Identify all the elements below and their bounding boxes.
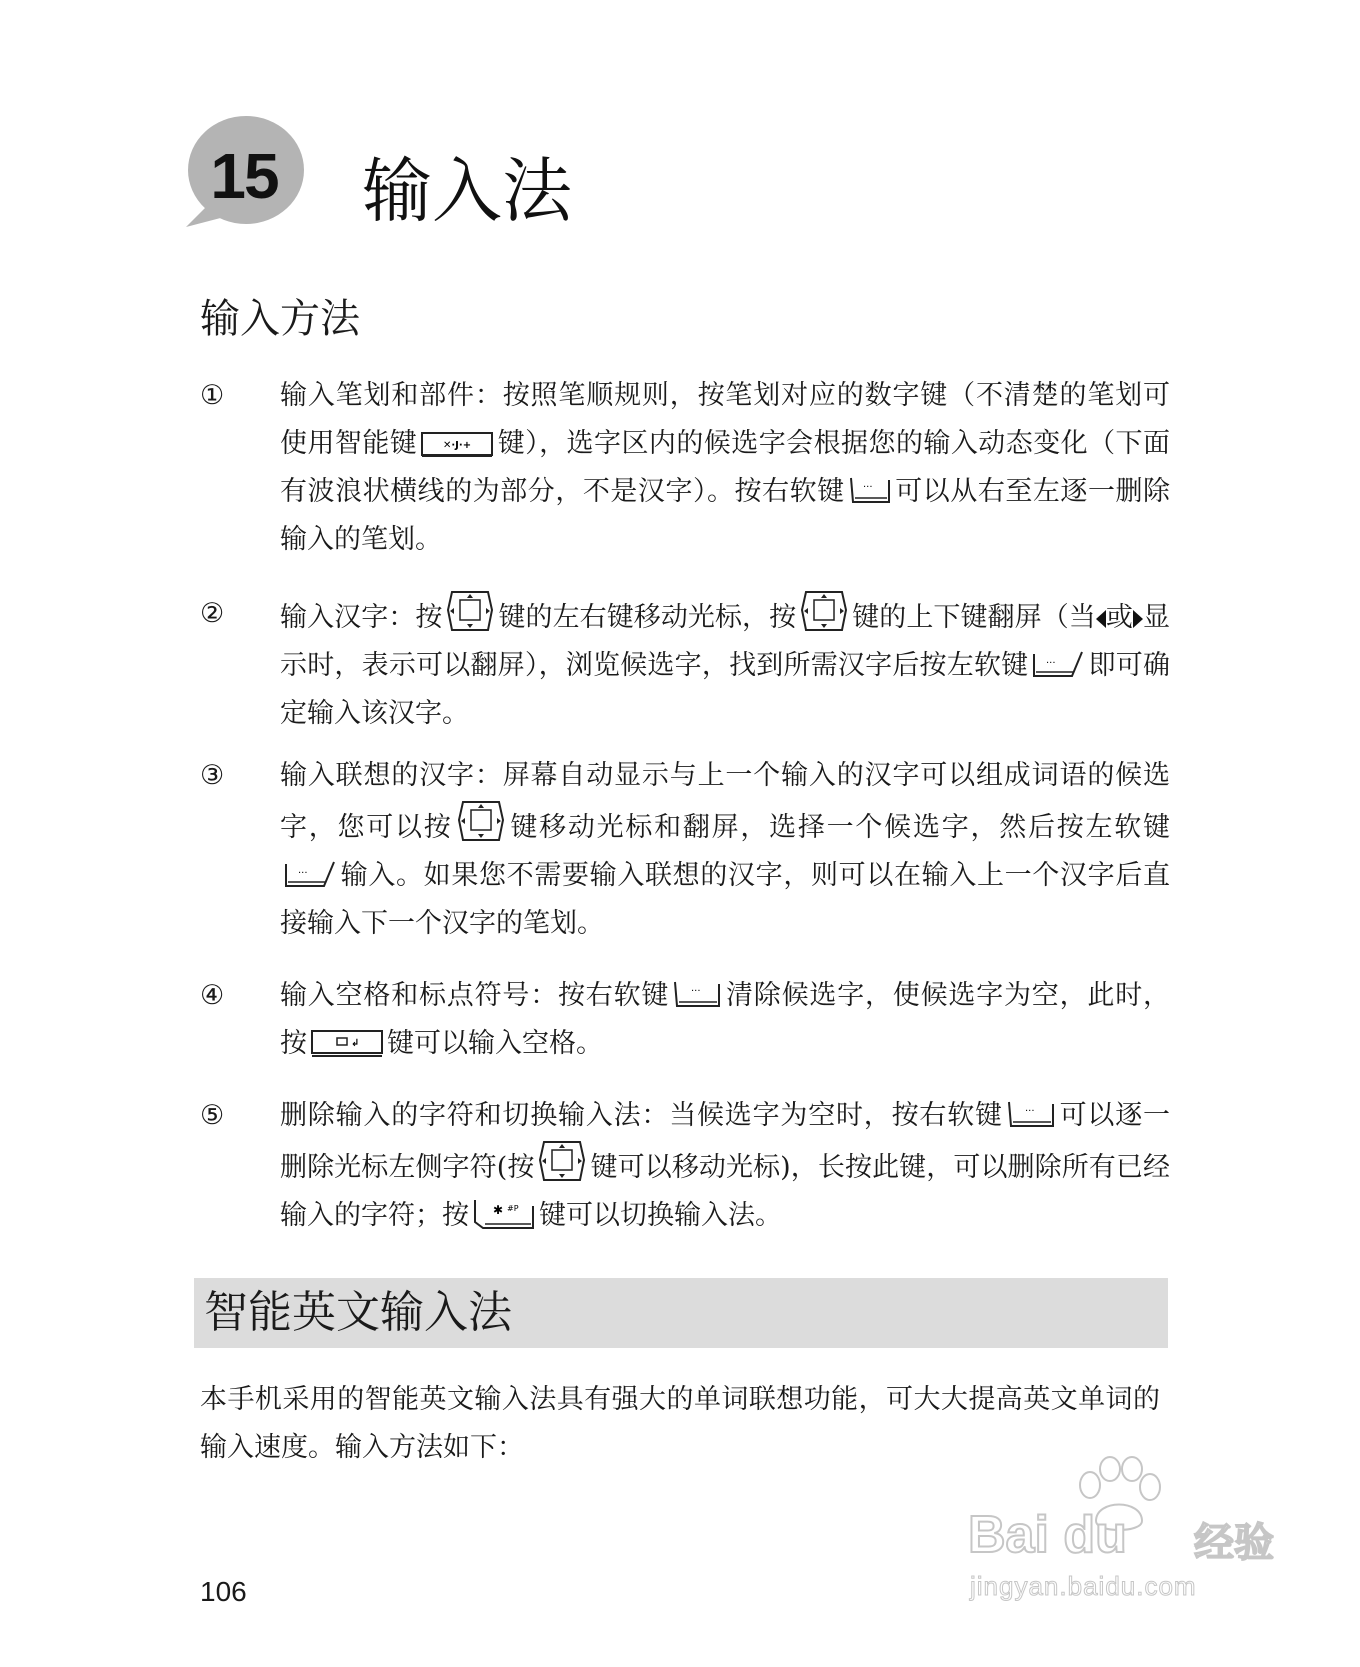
item-number: ③ (200, 760, 225, 791)
item-number: ⑤ (200, 1100, 225, 1131)
text-segment: 键的上下键翻屏（当 (852, 602, 1096, 633)
chapter-title: 输入法 (362, 150, 572, 232)
intro-paragraph: 本手机采用的智能英文输入法具有强大的单词联想功能，可大大提高英文单词的输入速度。输入方法如下： (200, 1384, 1160, 1463)
text-segment: 或 (1105, 602, 1133, 633)
right-softkey-icon (849, 476, 891, 506)
list-item (200, 590, 1170, 738)
item-number: ① (200, 380, 225, 411)
svg-text:✕·J·+: ✕·J·+ (443, 440, 472, 451)
watermark-brand-cn: 经验 (1194, 1520, 1274, 1566)
hash-key-icon (473, 1198, 535, 1230)
svg-text:···: ··· (691, 986, 701, 997)
text-segment: 键移动光标和翻屏，选择一个候选字，然后按左软键 (508, 812, 1171, 843)
space-key-icon (311, 1030, 383, 1058)
item-text (280, 1092, 1170, 1240)
text-segment: 输入笔划和部件：按照笔顺规则，按笔划对应的数字键（不清楚的笔划可使用智能键 (280, 380, 1170, 459)
nav-key-icon (446, 590, 494, 632)
text-segment: 清除候选字，使候选字为空，此时，按 (280, 980, 1171, 1059)
text-segment: 可以从右至左逐一删除输入的笔划。 (280, 476, 1171, 555)
item-number: ② (200, 598, 225, 629)
svg-text:···: ··· (298, 868, 308, 879)
right-softkey-icon (1007, 1100, 1055, 1130)
left-softkey-icon (1032, 650, 1084, 680)
nav-key-icon (457, 800, 505, 842)
section-title: 输入方法 (200, 296, 360, 342)
right-arrow-icon (1133, 610, 1143, 628)
list-item (200, 1092, 1170, 1240)
svg-text:···: ··· (1046, 658, 1056, 669)
list-item (200, 752, 1170, 948)
text-segment: 输入。如果您不需要输入联想的汉字，则可以在输入上一个汉字后直接输入下一个汉字的笔划。 (280, 860, 1170, 939)
item-text (280, 372, 1170, 564)
svg-text:···: ··· (1024, 1106, 1035, 1117)
smart-key-icon (421, 432, 493, 458)
watermark-brand: Bai du (968, 1506, 1127, 1564)
text-segment: 键可以输入空格。 (387, 1028, 603, 1059)
svg-text:✱: ✱ (493, 1203, 504, 1217)
text-segment: 键），选字区内的候选字会根据您的输入动态变化（下面有波浪状横线的为部分，不是汉字）。按右软键 (280, 428, 1170, 507)
text-segment: 可以逐一删除光标左侧字符(按 (280, 1100, 1171, 1183)
text-segment: 键可以移动光标)，长按此键，可以删除所有已经输入的字符；按 (280, 1152, 1170, 1231)
instruction-list (200, 372, 1170, 1240)
section-title-smart-english: 智能英文输入法 (204, 1287, 512, 1338)
svg-text:···: ··· (862, 482, 873, 493)
right-softkey-icon (673, 980, 721, 1010)
item-text (280, 752, 1170, 948)
page-number: 106 (200, 1576, 247, 1607)
text-segment: 显示时，表示可以翻屏），浏览候选字，找到所需汉字后按左软键 (280, 602, 1171, 681)
svg-text:#P: #P (507, 1204, 519, 1213)
item-number: ④ (200, 980, 225, 1011)
text-segment: 输入汉字：按 (280, 602, 443, 633)
item-text (280, 590, 1170, 738)
watermark-url: jingyan.baidu.com (970, 1571, 1197, 1601)
text-segment: 键可以切换输入法。 (539, 1200, 782, 1231)
list-item (200, 972, 1170, 1068)
chapter-number: 15 (210, 140, 278, 212)
nav-key-icon (800, 590, 848, 632)
list-item (200, 372, 1170, 564)
section-band (194, 1278, 1168, 1348)
text-segment: 即可确定输入该汉字。 (280, 650, 1171, 729)
left-arrow-icon (1096, 610, 1106, 628)
baidu-watermark (960, 1455, 1285, 1600)
text-segment: 键的左右键移动光标，按 (498, 602, 797, 633)
text-segment: 输入空格和标点符号：按右软键 (280, 980, 670, 1011)
nav-key-icon (538, 1140, 586, 1182)
text-segment: 输入联想的汉字：屏幕自动显示与上一个输入的汉字可以组成词语的候选字，您可以按 (280, 760, 1170, 843)
chapter-heading (186, 115, 886, 245)
left-softkey-icon (284, 860, 336, 890)
item-text (280, 972, 1170, 1068)
svg-text:↲: ↲ (351, 1038, 360, 1049)
text-segment: 删除输入的字符和切换输入法：当候选字为空时，按右软键 (280, 1100, 1003, 1131)
